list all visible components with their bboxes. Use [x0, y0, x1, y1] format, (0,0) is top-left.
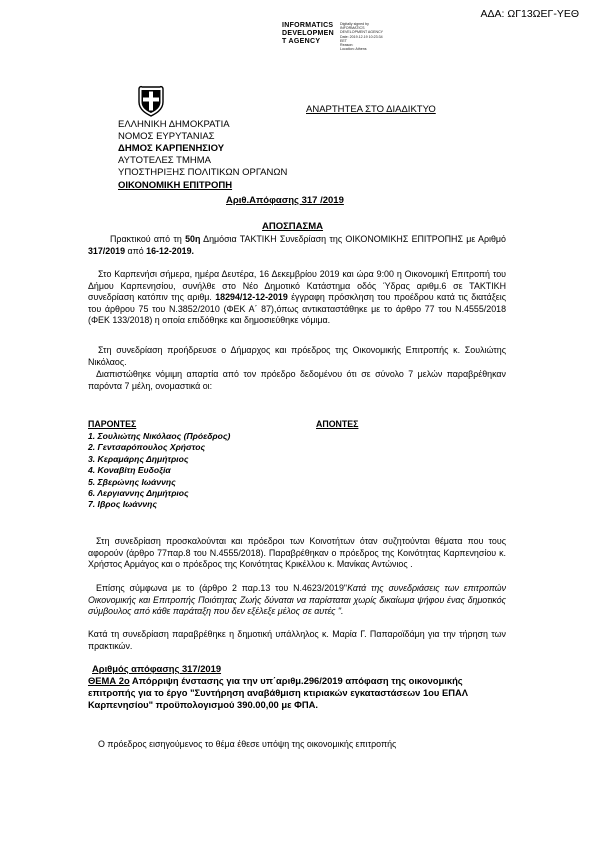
member-item: 4. Κοναβίτη Ευδοξία	[88, 465, 171, 476]
signature-line: DEVELOPMENT AGENCY	[340, 30, 384, 35]
document-title: ΑΠΟΣΠΑΣΜΑ	[262, 221, 324, 232]
community-presidents-paragraph: Στη συνεδρίαση προσκαλούνται και πρόεδροι των Κοινοτήτων όταν συζητούνται θέματα που τους αφορούν (άρθρο 77παρ.8 του Ν.4555/2018). Παραβρέθηκαν ο πρόεδρος της Κοινότητας Καρπενησίου κ. Χρήστος Αρμάγος και ο πρόεδρος της Κοινότητας Κρικέλλου κ. Μανίκας Αντώνιος .	[88, 536, 506, 570]
subject-paragraph	[88, 675, 508, 711]
member-item: 2. Γεντσαρόπουλος Χρήστος	[88, 442, 206, 453]
subject-label: ΘΕΜΑ 2ο	[88, 675, 130, 686]
logo-line: DEVELOPMEN	[282, 30, 335, 37]
member-item: 3. Κεραμάρης Δημήτριος	[88, 453, 189, 464]
intro-text: Δημόσια ΤΑΚΤΙΚΗ Συνεδρίαση της ΟΙΚΟΝΟΜΙΚΗΣ ΕΠΙΤΡΟΠΗΣ με Αριθμό	[200, 234, 506, 244]
closing-paragraph: Ο πρόεδρος εισηγούμενος το θέμα έθεσε υπόψη της οικονομικής επιτροπής	[98, 739, 397, 749]
chair-paragraph: Στη συνεδρίαση προήδρευσε ο Δήμαρχος και πρόεδρος της Οικονομικής Επιτροπής κ. Σουλιώτης Νικόλαος.	[88, 345, 506, 367]
logo-line: T AGENCY	[282, 38, 321, 45]
session-number: 50η	[185, 234, 201, 244]
law-quote: Κατά της συνεδριάσεις των επιτροπών Οικονομικής και Επιτροπής Ποιότητας Ζωής δύναται να παρίσταται χωρίς δικαίωμα ψήφου ένας δημοτικός σύμβουλος από κάθε παράταξη που δεν εξέλεξε μέλος σε αυτές ".	[88, 583, 507, 617]
decision-heading: Αριθμός απόφασης 317/2019	[92, 663, 222, 674]
signature-line: INFORMATICS	[340, 26, 365, 31]
signature-line: Reason:	[340, 43, 354, 48]
subject-text: Απόρριψη ένστασης για την υπ΄αριθμ.296/2019 απόφαση της οικονομικής επιτροπής για το έργο "Συντήρηση αναβάθμιση κτιριακών εγκαταστάσεων 1ου ΕΠΑΛ Καρπενησίου" προϋπολογισμού 390.00,00 με ΦΠΑ.	[88, 675, 468, 710]
signature-logo	[282, 22, 334, 46]
intro-paragraph	[88, 234, 506, 257]
session-paragraph	[88, 269, 506, 327]
absent-header: ΑΠΟΝΤΕΣ	[316, 419, 359, 429]
session-text: Στο Καρπενήσι σήμερα, ημέρα Δευτέρα, 16 Δεκεμβρίου 2019 και ώρα 9:00 η Οικονομική Επιτροπή του Δήμου Καρπενησίου, συνήλθε στο Νέο Δημοτικό Κατάστημα οδός Ύδρας αριθμ.6 σε ΤΑΚΤΙΚΗ συνεδρίαση κατόπιν της αριθμ.	[88, 269, 506, 303]
header-line-4: ΑΥΤΟΤΕΛΕΣ ΤΜΗΜΑ	[118, 155, 211, 166]
members-list	[88, 431, 230, 511]
law-reference-paragraph	[88, 583, 506, 618]
present-header: ΠΑΡΟΝΤΕΣ	[88, 419, 137, 429]
header-line-1: ΕΛΛΗΝΙΚΗ ΔΗΜΟΚΡΑΤΙΑ	[118, 119, 230, 130]
header-line-5: ΥΠΟΣΤΗΡΙΞΗΣ ΠΟΛΙΤΙΚΩΝ ΟΡΓΑΝΩΝ	[118, 167, 288, 178]
member-item: 6. Λεργιαννης Δημήτριος	[88, 488, 189, 499]
committee-name: ΟΙΚΟΝΟΜΙΚΗ ΕΠΙΤΡΟΠΗ	[118, 180, 233, 191]
quorum-paragraph: Διαπιστώθηκε νόμιμη απαρτία από τον πρόεδρο δεδομένου ότι σε σύνολο 7 μελών παραβρέθηκαν παρόντα 7 μέλη, ονομαστικά οι:	[88, 369, 506, 391]
header-line-2: ΝΟΜΟΣ ΕΥΡΥΤΑΝΙΑΣ	[118, 131, 215, 142]
intro-text: από	[125, 245, 147, 256]
session-text: έγγραφη πρόσκληση του προέδρου κατά τις διατάξεις του άρθρου 75 του Ν.3852/2010 (ΦΕΚ Α΄ 87),όπως αντικαταστάθηκε με το άρθρο 77 του Ν.4555/2018 (ΦΕΚ 133/2018) η οποία επιδόθηκε και δημοσιεύθηκε νόμιμα.	[88, 292, 506, 326]
member-item: 1. Σουλιώτης Νικόλαος (Πρόεδρος)	[88, 431, 231, 441]
signature-line: Date: 2019.12.19 10:23:34	[340, 34, 383, 39]
post-online-notice: ΑΝΑΡΤΗΤΕΑ ΣΤΟ ΔΙΑΔΙΚΤΥΟ	[306, 104, 436, 115]
logo-line: INFORMATICS	[282, 22, 334, 29]
minutes-number: 317/2019	[88, 245, 126, 256]
member-item: 7. Ιβρος Ιωάννης	[88, 499, 157, 510]
digital-signature-text	[340, 22, 383, 51]
session-date: 16-12-2019.	[146, 245, 195, 256]
municipality-name: ΔΗΜΟΣ ΚΑΡΠΕΝΗΣΙΟΥ	[118, 143, 225, 154]
greek-coat-of-arms-icon	[133, 82, 169, 118]
decision-number: Αριθ.Απόφασης 317 /2019	[226, 195, 344, 206]
clerk-paragraph: Κατά τη συνεδρίαση παραβρέθηκε η δημοτική υπάλληλος κ. Μαρία Γ. Παπαροϊδάμη για την τήρηση των πρακτικών.	[88, 629, 506, 651]
signature-line: EET	[340, 38, 347, 43]
signature-line: Digitally signed by	[340, 22, 369, 26]
ada-code: ΑΔΑ: ΩΓ13ΩΕΓ-ΥΕΘ	[480, 8, 579, 20]
signature-line: Location: Athens	[340, 47, 367, 52]
law-reference-text: Επίσης σύμφωνα με το (άρθρο 2 παρ.13 του Ν.4623/2019"	[96, 583, 348, 593]
invitation-number: 18294/12-12-2019	[215, 292, 288, 303]
intro-text: Πρακτικού από τη	[110, 234, 186, 244]
member-item: 5. Σβερώνης Ιωάννης	[88, 476, 176, 487]
